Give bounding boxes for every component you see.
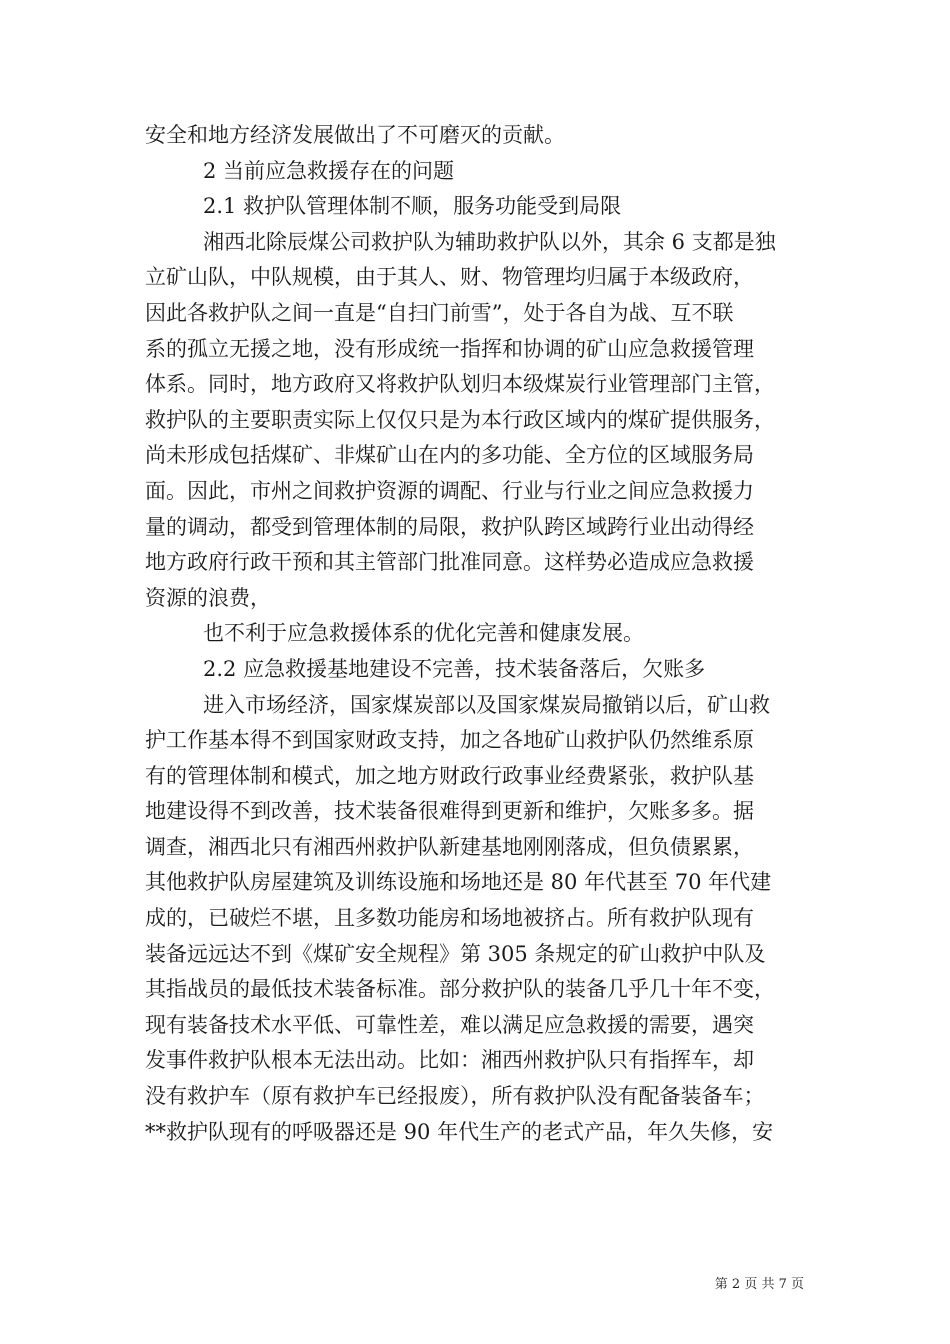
text-line: 救护队的主要职责实际上仅仅只是为本行政区域内的煤矿提供服务， <box>145 407 775 432</box>
text-line: 地方政府行政干预和其主管部门批准同意。这样势必造成应急救援 <box>145 550 754 575</box>
text-line: 因此各救护队之间一直是“自扫门前雪”，处于各自为战、互不联 <box>145 300 734 325</box>
text-line: 护工作基本得不到国家财政支持，加之各地矿山救护队仍然维系原 <box>145 728 754 753</box>
text-line: 资源的浪费， <box>145 585 271 610</box>
text-line: 进入市场经济，国家煤炭部以及国家煤炭局撤销以后，矿山救 <box>203 692 770 717</box>
text-line: **救护队现有的呼吸器还是 90 年代生产的老式产品，年久失修，安 <box>145 1119 774 1144</box>
text-line: 也不利于应急救援体系的优化完善和健康发展。 <box>203 621 644 646</box>
text-line: 量的调动，都受到管理体制的局限，救护队跨区域跨行业出动得经 <box>145 514 754 539</box>
text-line: 立矿山队，中队规模，由于其人、财、物管理均归属于本级政府， <box>145 265 754 290</box>
text-line: 其指战员的最低技术装备标准。部分救护队的装备几乎几十年不变， <box>145 977 775 1002</box>
text-line: 2 当前应急救援存在的问题 <box>203 158 455 183</box>
text-line: 调查，湘西北只有湘西州救护队新建基地刚刚落成，但负债累累， <box>145 834 754 859</box>
text-line: 其他救护队房屋建筑及训练设施和场地还是 80 年代甚至 70 年代建 <box>145 870 772 895</box>
text-line: 湘西北除辰煤公司救护队为辅助救护队以外，其余 6 支都是独 <box>203 229 776 254</box>
body-text <box>145 118 810 1150</box>
text-line: 体系。同时，地方政府又将救护队划归本级煤炭行业管理部门主管， <box>145 372 775 397</box>
text-line: 面。因此，市州之间救护资源的调配、行业与行业之间应急救援力 <box>145 478 754 503</box>
text-line: 地建设得不到改善，技术装备很难得到更新和维护，欠账多多。据 <box>145 799 754 824</box>
text-line: 现有装备技术水平低、可靠性差，难以满足应急救援的需要，遇突 <box>145 1012 754 1037</box>
text-line: 成的，已破烂不堪，且多数功能房和场地被挤占。所有救护队现有 <box>145 906 754 931</box>
text-line: 2.1 救护队管理体制不顺，服务功能受到局限 <box>203 194 622 219</box>
text-line: 发事件救护队根本无法出动。比如：湘西州救护队只有指挥车，却 <box>145 1048 754 1073</box>
text-line: 2.2 应急救援基地建设不完善，技术装备落后，欠账多 <box>203 656 706 681</box>
text-line: 安全和地方经济发展做出了不可磨灭的贡献。 <box>145 123 565 147</box>
text-line: 装备远远达不到《煤矿安全规程》第 305 条规定的矿山救护中队及 <box>145 941 766 966</box>
text-line: 系的孤立无援之地，没有形成统一指挥和协调的矿山应急救援管理 <box>145 336 754 361</box>
page-number: 第 2 页 共 7 页 <box>714 1277 804 1292</box>
text-line: 尚未形成包括煤矿、非煤矿山在内的多功能、全方位的区域服务局 <box>145 443 754 468</box>
text-line: 有的管理体制和模式，加之地方财政行政事业经费紧张，救护队基 <box>145 763 754 788</box>
text-line: 没有救护车（原有救护车已经报废），所有救护队没有配备装备车； <box>145 1084 765 1109</box>
